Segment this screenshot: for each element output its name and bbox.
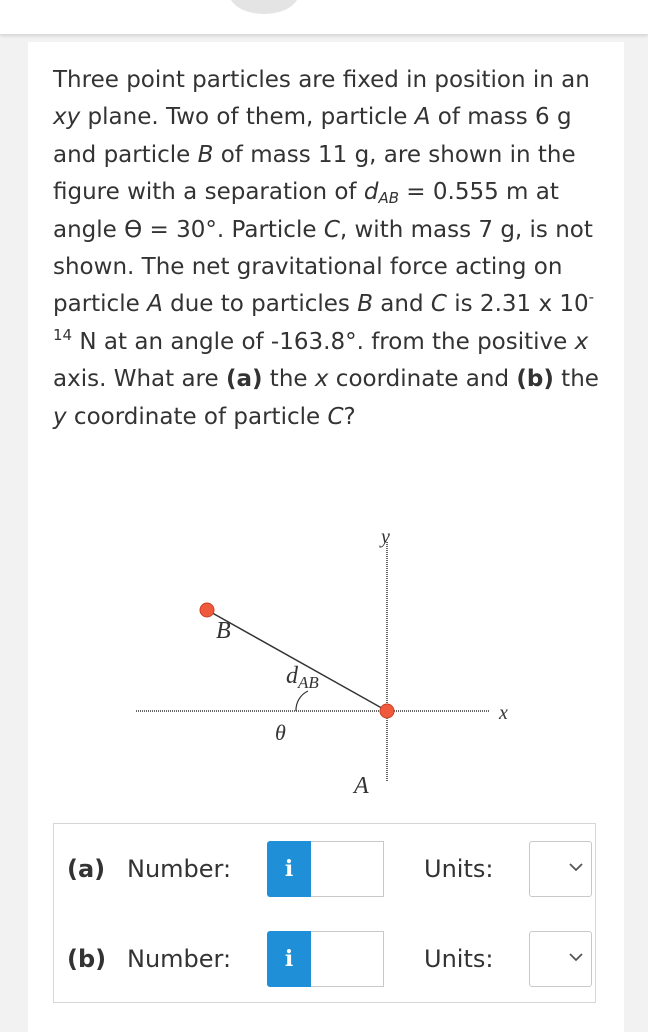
particle-b (200, 603, 214, 617)
theta-label: θ (275, 720, 286, 745)
units-label-a: Units: (424, 855, 494, 883)
chevron-down-icon (567, 948, 585, 966)
number-input-a[interactable] (311, 841, 384, 897)
number-label-a: Number: (127, 855, 232, 883)
x-axis-label: x (499, 702, 508, 724)
particle-a-label: A (354, 773, 369, 799)
particle-a (380, 704, 394, 718)
info-button-a[interactable]: i (267, 841, 311, 897)
number-label-b: Number: (127, 945, 232, 973)
d-label: $d_{AB}$ (286, 663, 319, 692)
part-b-label: (b) (67, 945, 107, 973)
particle-b-label: B (216, 618, 231, 644)
figure-svg (136, 520, 556, 835)
units-select-a[interactable] (529, 841, 592, 897)
info-button-b[interactable]: i (267, 931, 311, 987)
number-input-b[interactable] (311, 931, 384, 987)
particle-figure (136, 520, 556, 835)
question-card (28, 42, 624, 1032)
top-bar (0, 0, 648, 34)
separation-line (207, 610, 387, 711)
header-tab-handle[interactable] (229, 0, 299, 14)
y-axis-label: y (381, 526, 390, 548)
chevron-down-icon (567, 858, 585, 876)
answer-box (53, 823, 596, 1003)
part-a-label: (a) (67, 855, 106, 883)
angle-arc (296, 691, 308, 711)
units-select-b[interactable] (529, 931, 592, 987)
answer-row-a (54, 841, 597, 897)
answer-row-b (54, 931, 597, 987)
units-label-b: Units: (424, 945, 494, 973)
question-text: Three point particles are fixed in position in an xy plane. Two of them, particle A of mass 6 g and particle B of mass 11 g, are shown in the figure with a separation of $d_{AB} = 0.555$ m at angle ϴ = 30°. Particle C, with mass 7 g, is not shown. The net gravitational force acting on particle A due to particles B and C is 2.31 x $10^{-14}$ N at an angle of -163.8°. from the positive x axis. What are (a) the x coordinate and (b) the y coordinate of particle C? (53, 67, 599, 430)
